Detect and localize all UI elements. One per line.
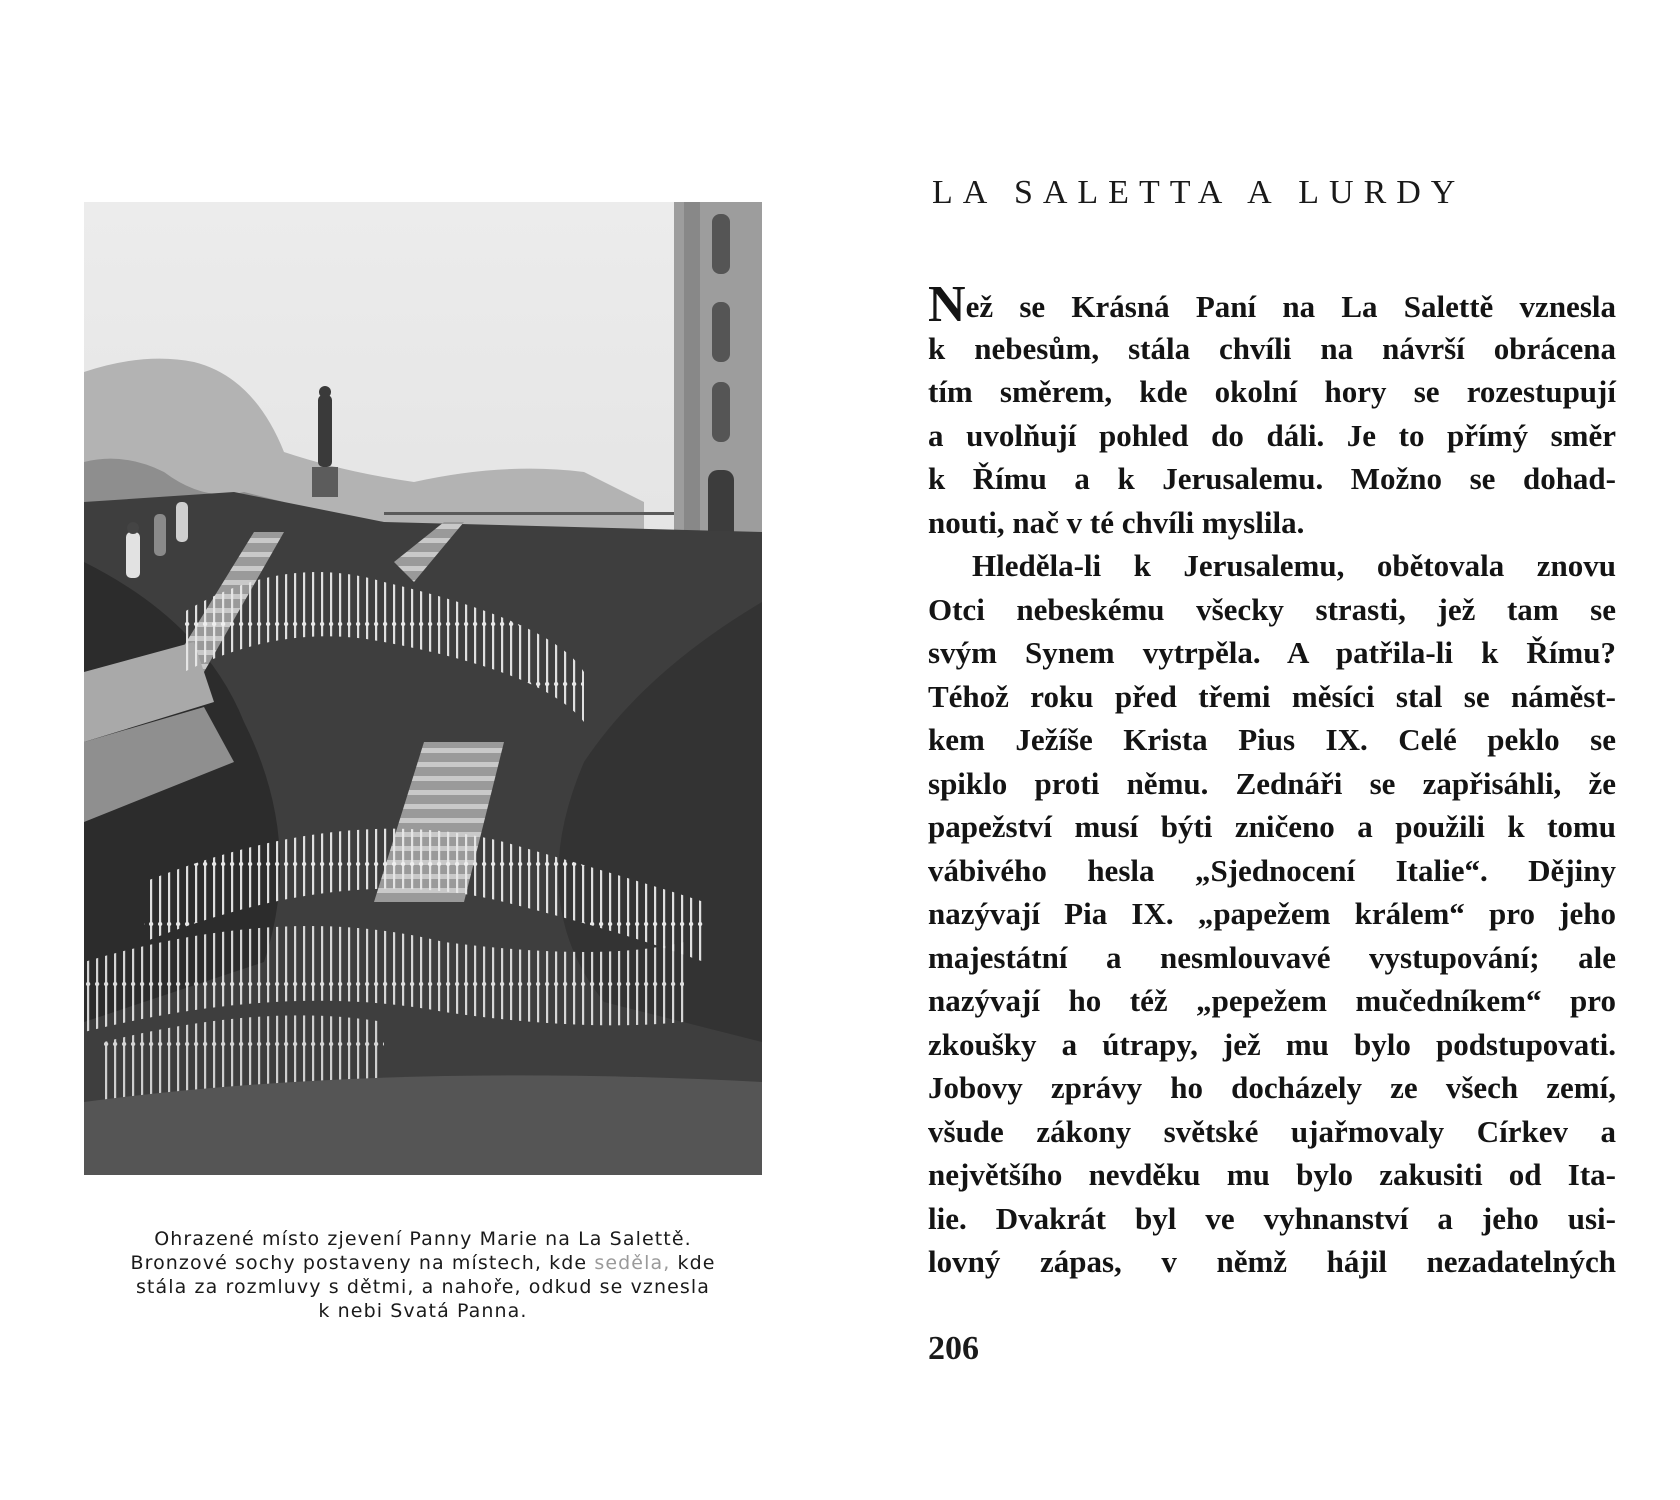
text-line: nazývají ho též „pepežem mučedníkem“ pro [928,983,1616,1018]
text-line: majestátní a nesmlouvavé vystupování; ale [928,939,1616,975]
text-line: lovný zápas, v němž hájil nezadatelných [928,1244,1616,1279]
text-line: svým Synem vytrpěla. A patřila-li k Římu? [928,635,1616,670]
caption-line: stála za rozmluvy s dětmi, a nahoře, odkud se vznesla [135,1276,711,1298]
text-line: Jobovy zprávy ho docházely ze všech zemí, [928,1070,1616,1105]
running-head: LA SALETTA A LURDY [932,174,1466,211]
text-line: vábivého hesla „Sjednocení Italie“. Dějiny [928,852,1616,888]
text-line: a uvolňují pohled do dáli. Je to přímý směr [928,417,1616,453]
text-line: nazývají Pia IX. „papežem králem“ pro jeho [928,896,1616,931]
text-line: všude zákony světské ujařmovaly Církev a [928,1113,1616,1149]
caption-line [84,1251,762,1275]
text-line: kem Ježíše Krista Pius IX. Celé peklo se [928,722,1616,757]
caption-line: k nebi Svatá Panna. [318,1300,528,1322]
text-line: nouti, nač v té chvíli myslila. [928,504,1305,540]
text-line: papežství musí býti zničeno a použili k tomu [928,809,1616,844]
drop-cap: N [928,276,966,333]
caption-faded-word: seděla, [594,1252,671,1274]
text-line [928,276,1616,333]
photo-caption [84,1227,762,1323]
text-line: tím směrem, kde okolní hory se rozestupují [928,374,1616,409]
text-line: k nebesům, stála chvíli na návrší obrácena [928,330,1616,366]
photograph [84,202,762,1175]
text-line-content: ež se Krásná Paní na La Salettě vznesla [965,289,1616,324]
caption-line: Ohrazené místo zjevení Panny Marie na La Salettě. [154,1228,692,1250]
text-line: Téhož roku před třemi měsíci stal se náměst- [928,678,1616,714]
body-text [928,276,1616,1284]
text-line: Otci nebeskému všecky strasti, jež tam se [928,591,1616,627]
page-number: 206 [928,1330,979,1367]
text-line: lie. Dvakrát byl ve vyhnanství a jeho usi- [928,1200,1616,1236]
caption-fragment: kde [677,1252,716,1274]
text-line: Hleděla-li k Jerusalemu, obětovala znovu [972,548,1616,583]
photograph-image [84,202,762,1175]
text-line: spiklo proti němu. Zednáři se zapřisáhli, že [928,765,1616,801]
text-line: k Římu a k Jerusalemu. Možno se dohad- [928,461,1616,496]
caption-fragment: Bronzové sochy postaveny na místech, kde [130,1252,588,1274]
text-line: zkoušky a útrapy, jež mu bylo podstupovati. [928,1026,1616,1062]
text-line: největšího nevděku mu bylo zakusiti od Ita- [928,1157,1616,1192]
